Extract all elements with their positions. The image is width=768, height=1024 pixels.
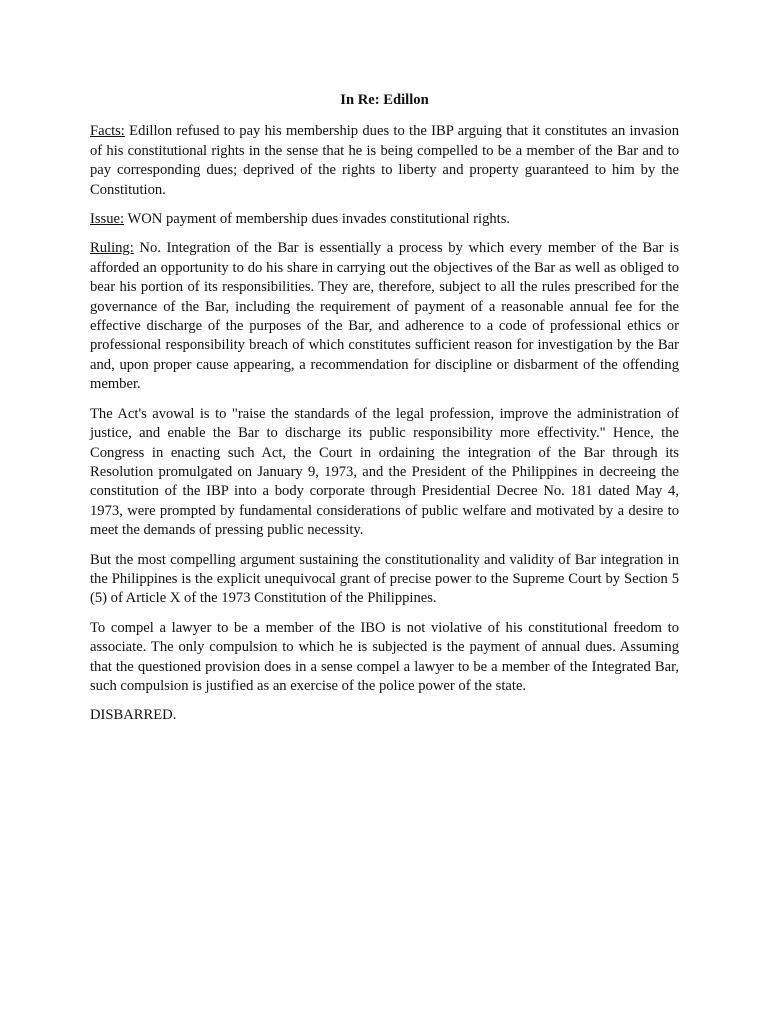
document-title: In Re: Edillon: [340, 92, 429, 108]
document-page: [90, 91, 679, 726]
issue-label: Issue:: [90, 211, 125, 228]
issue-text: WON payment of membership dues invades constitutional rights.: [124, 211, 511, 228]
ruling-text: No. Integration of the Bar is essentially a process by which every member of the Bar is afforded an opportunity to do his share in carrying out the objectives of the Bar as well as obliged to bear his portion of its responsibilities. They are, therefore, subject to all the rules prescribed for the governance of the Bar, including the requirement of payment of a reasonable annual fee for the effective discharge of the purposes of the Bar, and adherence to a code of professional ethics or professional responsibility breach of which constitutes sufficient reason for investigation by the Bar and, upon proper cause appearing, a recommendation for discipline or disbarment of the offending member.: [90, 240, 679, 393]
facts-label: Facts:: [90, 123, 125, 140]
disposition-text: DISBARRED.: [90, 707, 177, 724]
ruling-paragraph: [90, 239, 679, 394]
compelling-argument-paragraph: But the most compelling argument sustaining the constitutionality and validity of Bar integration in the Philippines is the explicit unequivocal grant of precise power to the Supreme Court by Section 5 (5) of Article X of the 1973 Constitution of the Philippines.: [90, 551, 679, 607]
ruling-label: Ruling:: [90, 240, 134, 257]
facts-text: Edillon refused to pay his membership dues to the IBP arguing that it constitutes an invasion of his constitutional rights in the sense that he is being compelled to be a member of the Bar and to pay corresponding dues; deprived of the rights to liberty and property guaranteed to him by the Constitution.: [90, 123, 679, 198]
act-avowal-paragraph: The Act's avowal is to "raise the standards of the legal profession, improve the administration of justice, and enable the Bar to discharge its public responsibility more effectivity." Hence, the Congress in enacting such Act, the Court in ordaining the integration of the Bar through its Resolution promulgated on January 9, 1973, and the President of the Philippines in decreeing the constitution of the IBP into a body corporate through Presidential Decree No. 181 dated May 4, 1973, were prompted by fundamental considerations of public welfare and motivated by a desire to meet the demands of pressing public necessity.: [90, 405, 679, 539]
facts-paragraph: [90, 122, 679, 200]
issue-paragraph: [90, 210, 679, 229]
compel-lawyer-paragraph: To compel a lawyer to be a member of the IBO is not violative of his constitutional freedom to associate. The only compulsion to which he is subjected is the payment of annual dues. Assuming that the questioned provision does in a sense compel a lawyer to be a member of the Integrated Bar, such compulsion is justified as an exercise of the police power of the state.: [90, 619, 679, 694]
